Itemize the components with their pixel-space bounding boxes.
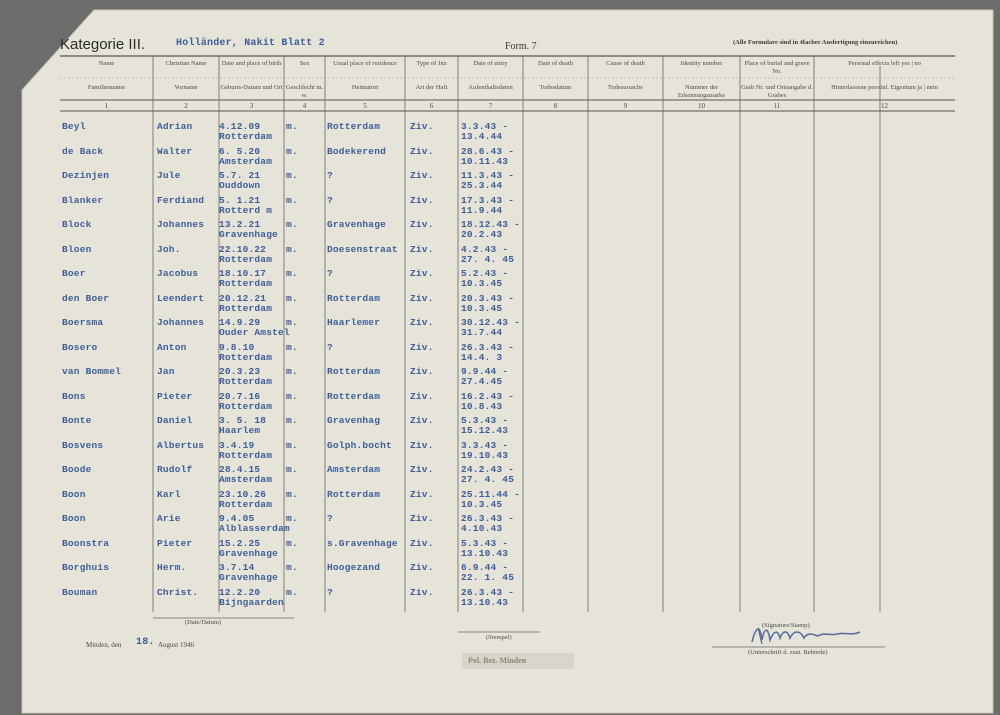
surname-cell: Bloen xyxy=(62,243,92,255)
sex-cell: m. xyxy=(286,439,298,451)
birth-place-cell: Rotterdam xyxy=(219,302,273,314)
column-number: 7 xyxy=(488,102,493,110)
residence-cell: Rotterdam xyxy=(327,488,381,500)
date-from-cell: 26.3.43 - xyxy=(461,341,515,353)
residence-cell: Rotterdam xyxy=(327,390,381,402)
date-to-cell: 13.10.43 xyxy=(461,547,509,559)
surname-cell: Blanker xyxy=(62,194,104,206)
custody-type-cell: Ziv. xyxy=(410,586,434,598)
sex-cell: m. xyxy=(286,562,298,573)
category-title: Kategorie III. xyxy=(60,36,146,53)
residence-cell: ? xyxy=(327,170,333,181)
column-number: 4 xyxy=(302,102,307,110)
custody-type-cell: Ziv. xyxy=(410,562,434,573)
date-to-cell: 27. 4. 45 xyxy=(461,474,515,485)
birth-place-cell: Bijngaarden xyxy=(219,596,284,608)
firstname-cell: Adrian xyxy=(157,121,193,132)
date-from-cell: 18.12.43 - xyxy=(461,219,521,230)
sex-cell: m. xyxy=(286,121,298,132)
custody-type-cell: Ziv. xyxy=(410,341,434,353)
column-header-en: Name xyxy=(98,60,115,67)
birth-place-cell: Rotterd m xyxy=(219,204,273,216)
birth-place-cell: Rotterdam xyxy=(219,498,273,510)
column-header-de: Vorname xyxy=(174,84,198,91)
firstname-cell: Joh. xyxy=(157,243,181,255)
sex-cell: m. xyxy=(286,586,298,598)
date-to-cell: 11.9.44 xyxy=(461,204,503,216)
date-to-cell: 10.3.45 xyxy=(461,498,503,510)
date-label: (Date/Datum) xyxy=(185,619,222,626)
firstname-cell: Herm. xyxy=(157,562,187,573)
stempel-label: (Stempel) xyxy=(486,634,512,641)
birth-date-cell: 9.4.05 xyxy=(219,513,255,524)
birth-place-cell: Gravenhage xyxy=(219,572,279,583)
surname-cell: Boer xyxy=(62,268,86,279)
column-header-de: Familienname xyxy=(87,84,126,91)
firstname-cell: Anton xyxy=(157,341,187,353)
place-date-label: Minden, den xyxy=(86,641,122,649)
sex-cell: m. xyxy=(286,292,298,304)
surname-cell: Bons xyxy=(62,390,86,402)
date-to-cell: 22. 1. 45 xyxy=(461,572,515,583)
sex-cell: m. xyxy=(286,488,298,500)
column-header-de: Todesursache xyxy=(607,84,644,91)
custody-type-cell: Ziv. xyxy=(410,292,434,304)
column-header-de: Geschlecht m. w. xyxy=(285,84,324,99)
custody-type-cell: Ziv. xyxy=(410,194,434,206)
birth-date-cell: 3. 5. 18 xyxy=(219,415,267,426)
column-header-de: Heimatort xyxy=(351,84,379,91)
column-header-en: Date of death xyxy=(537,60,573,67)
firstname-cell: Johannes xyxy=(157,317,205,328)
date-from-cell: 3.3.43 - xyxy=(461,439,509,451)
custody-type-cell: Ziv. xyxy=(410,464,434,475)
surname-cell: Bonte xyxy=(62,415,92,426)
column-number: 5 xyxy=(363,102,367,110)
date-from-cell: 24.2.43 - xyxy=(461,464,515,475)
firstname-cell: Arie xyxy=(157,513,181,524)
birth-date-cell: 23.10.26 xyxy=(219,488,267,500)
sex-cell: m. xyxy=(286,219,298,230)
surname-cell: Bouman xyxy=(62,586,98,598)
birth-date-cell: 5.7. 21 xyxy=(219,170,261,181)
sex-cell: m. xyxy=(286,366,298,377)
sex-cell: m. xyxy=(286,145,298,157)
birth-place-cell: Rotterdam xyxy=(219,253,273,265)
surname-cell: Block xyxy=(62,219,92,230)
firstname-cell: Ferdiand xyxy=(157,194,205,206)
column-header-de: Aufenthaltsdaten xyxy=(468,84,513,91)
column-number: 1 xyxy=(104,102,109,110)
date-from-cell: 17.3.43 - xyxy=(461,194,515,206)
column-header-en: Identity number xyxy=(680,60,723,67)
column-header-en: Usual place of residence xyxy=(333,60,397,67)
residence-cell: Golph.bocht xyxy=(327,439,392,451)
residence-cell: s.Gravenhage xyxy=(327,537,398,549)
custody-type-cell: Ziv. xyxy=(410,513,434,524)
date-to-cell: 13.10.43 xyxy=(461,596,509,608)
date-from-cell: 30.12.43 - xyxy=(461,317,521,328)
birth-date-cell: 28.4.15 xyxy=(219,464,261,475)
custody-type-cell: Ziv. xyxy=(410,145,434,157)
firstname-cell: Pieter xyxy=(157,537,193,549)
form-number: Form. 7 xyxy=(505,41,537,52)
typed-heading: Holländer, Nakit Blatt 2 xyxy=(176,38,325,49)
authority-signature-label: (Unterschrift d. zust. Behörde) xyxy=(748,649,828,656)
column-header-en: Type of Jnz xyxy=(416,60,447,67)
column-number: 3 xyxy=(249,102,254,110)
birth-date-cell: 12.2.20 xyxy=(219,586,261,598)
date-to-cell: 4.10.43 xyxy=(461,523,503,534)
custody-type-cell: Ziv. xyxy=(410,268,434,279)
date-from-cell: 5.3.43 - xyxy=(461,415,509,426)
surname-cell: Borghuis xyxy=(62,562,110,573)
column-header-de: Art der Haft xyxy=(415,84,448,91)
firstname-cell: Karl xyxy=(157,488,181,500)
residence-cell: Rotterdam xyxy=(327,121,381,132)
column-header-en: Christian Name xyxy=(165,60,207,67)
custody-type-cell: Ziv. xyxy=(410,219,434,230)
faint-stamp: Pol. Bez. Minden xyxy=(468,656,527,665)
birth-place-cell: Rotterdam xyxy=(219,351,273,363)
form-note: (Alle Formulare sind in 4facher Ausfertigung einzureichen) xyxy=(733,39,898,46)
surname-cell: Bosero xyxy=(62,341,98,353)
custody-type-cell: Ziv. xyxy=(410,390,434,402)
custody-type-cell: Ziv. xyxy=(410,415,434,426)
date-from-cell: 16.2.43 - xyxy=(461,390,515,402)
surname-cell: den Boer xyxy=(62,292,110,304)
firstname-cell: Pieter xyxy=(157,390,193,402)
residence-cell: ? xyxy=(327,341,333,353)
surname-cell: Dezinjen xyxy=(62,170,110,181)
birth-place-cell: Haarlem xyxy=(219,425,261,436)
date-from-cell: 5.2.43 - xyxy=(461,268,509,279)
birth-place-cell: Ouder Amstel xyxy=(219,327,290,338)
column-header-de: Geburts-Datum und Ort xyxy=(220,84,283,91)
surname-cell: Boonstra xyxy=(62,537,110,549)
surname-cell: Boersma xyxy=(62,317,104,328)
firstname-cell: Walter xyxy=(157,145,193,157)
sex-cell: m. xyxy=(286,537,298,549)
birth-place-cell: Rotterdam xyxy=(219,131,273,142)
firstname-cell: Rudolf xyxy=(157,464,193,475)
birth-date-cell: 9.8.10 xyxy=(219,341,255,353)
surname-cell: Bosvens xyxy=(62,439,104,451)
date-from-cell: 4.2.43 - xyxy=(461,243,509,255)
column-header-de: Nummer der Erkennungsmarke xyxy=(677,84,726,99)
firstname-cell: Jacobus xyxy=(157,268,199,279)
residence-cell: Doesenstraat xyxy=(327,243,398,255)
date-to-cell: 25.3.44 xyxy=(461,180,503,191)
date-to-cell: 15.12.43 xyxy=(461,425,509,436)
firstname-cell: Daniel xyxy=(157,415,193,426)
birth-date-cell: 22.10.22 xyxy=(219,243,267,255)
surname-cell: Boode xyxy=(62,464,92,475)
sex-cell: m. xyxy=(286,194,298,206)
column-number: 6 xyxy=(429,102,434,110)
birth-date-cell: 15.2.25 xyxy=(219,537,261,549)
sex-cell: m. xyxy=(286,268,298,279)
date-to-cell: 10.11.43 xyxy=(461,155,509,167)
birth-date-cell: 20.7.16 xyxy=(219,390,261,402)
firstname-cell: Johannes xyxy=(157,219,205,230)
column-number: 10 xyxy=(698,102,705,110)
birth-date-cell: 20.12.21 xyxy=(219,292,267,304)
column-header-de: Grab Nr. und Ortsangabe d. Grabes xyxy=(741,84,813,99)
date-to-cell: 31.7.44 xyxy=(461,327,503,338)
column-header-en: Place of burial and grave No. xyxy=(744,60,810,75)
column-header-de: Todesdatum xyxy=(539,84,572,91)
birth-date-cell: 18.10.17 xyxy=(219,268,267,279)
date-from-cell: 5.3.43 - xyxy=(461,537,509,549)
column-header-en: Date of entry xyxy=(473,60,508,67)
birth-date-cell: 3.7.14 xyxy=(219,562,255,573)
surname-cell: Boon xyxy=(62,513,86,524)
column-number: 9 xyxy=(623,102,628,110)
date-to-cell: 10.3.45 xyxy=(461,278,503,289)
birth-place-cell: Amsterdam xyxy=(219,155,273,167)
column-header-en: Personal effects left yes | no xyxy=(848,60,921,67)
sex-cell: m. xyxy=(286,513,298,524)
date-to-cell: 13.4.44 xyxy=(461,131,503,142)
signature-label: (Signature/Stamp) xyxy=(762,622,810,629)
residence-cell: Gravenhage xyxy=(327,219,387,230)
date-from-cell: 28.6.43 - xyxy=(461,145,515,157)
firstname-cell: Albertus xyxy=(157,439,205,451)
month-year: August 1946 xyxy=(158,641,194,649)
surname-cell: van Bommel xyxy=(62,366,122,377)
sex-cell: m. xyxy=(286,415,298,426)
birth-date-cell: 5. 1.21 xyxy=(219,194,261,206)
column-number: 11 xyxy=(773,102,781,110)
birth-date-cell: 14.9.29 xyxy=(219,317,261,328)
date-from-cell: 11.3.43 - xyxy=(461,170,515,181)
birth-place-cell: Gravenhage xyxy=(219,547,279,559)
residence-cell: ? xyxy=(327,194,333,206)
firstname-cell: Jan xyxy=(157,366,175,377)
residence-cell: ? xyxy=(327,268,333,279)
custody-type-cell: Ziv. xyxy=(410,488,434,500)
date-from-cell: 6.9.44 - xyxy=(461,562,509,573)
birth-date-cell: 13.2.21 xyxy=(219,219,261,230)
typed-day: 18. xyxy=(136,637,155,648)
sex-cell: m. xyxy=(286,464,298,475)
sex-cell: m. xyxy=(286,243,298,255)
date-from-cell: 25.11.44 - xyxy=(461,488,521,500)
residence-cell: Haarlemer xyxy=(327,317,381,328)
custody-type-cell: Ziv. xyxy=(410,366,434,377)
custody-type-cell: Ziv. xyxy=(410,317,434,328)
firstname-cell: Christ. xyxy=(157,586,199,598)
birth-place-cell: Rotterdam xyxy=(219,449,273,461)
birth-date-cell: 3.4.19 xyxy=(219,439,255,451)
surname-cell: Beyl xyxy=(62,121,86,132)
date-to-cell: 27. 4. 45 xyxy=(461,253,515,265)
column-header-en: Cause of death xyxy=(606,60,645,67)
residence-cell: Bodekerend xyxy=(327,145,387,157)
residence-cell: Amsterdam xyxy=(327,464,381,475)
custody-type-cell: Ziv. xyxy=(410,439,434,451)
sex-cell: m. xyxy=(286,317,298,328)
signature-scribble xyxy=(748,620,868,648)
firstname-cell: Leendert xyxy=(157,292,205,304)
date-to-cell: 10.3.45 xyxy=(461,302,503,314)
date-to-cell: 20.2.43 xyxy=(461,229,503,240)
birth-place-cell: Gravenhage xyxy=(219,229,279,240)
sex-cell: m. xyxy=(286,390,298,402)
sex-cell: m. xyxy=(286,341,298,353)
custody-type-cell: Ziv. xyxy=(410,243,434,255)
surname-cell: Boon xyxy=(62,488,86,500)
column-header-en: Sex xyxy=(299,60,310,67)
custody-type-cell: Ziv. xyxy=(410,537,434,549)
birth-place-cell: Amsterdam xyxy=(219,474,273,485)
date-from-cell: 9.9.44 - xyxy=(461,366,509,377)
residence-cell: Hoogezand xyxy=(327,562,381,573)
date-to-cell: 14.4. 3 xyxy=(461,351,503,363)
birth-date-cell: 6. 5.20 xyxy=(219,145,261,157)
date-from-cell: 26.3.43 - xyxy=(461,513,515,524)
birth-date-cell: 20.3.23 xyxy=(219,366,261,377)
birth-place-cell: Alblasserdam xyxy=(219,523,290,534)
date-from-cell: 3.3.43 - xyxy=(461,121,509,132)
column-header-de: Hinterlassene persönl. Eigentum ja | nein xyxy=(831,84,938,91)
residence-cell: Gravenhag xyxy=(327,415,381,426)
column-number: 12 xyxy=(881,102,888,110)
date-from-cell: 20.3.43 - xyxy=(461,292,515,304)
date-from-cell: 26.3.43 - xyxy=(461,586,515,598)
date-to-cell: 19.10.43 xyxy=(461,449,509,461)
custody-type-cell: Ziv. xyxy=(410,170,434,181)
birth-place-cell: Ouddown xyxy=(219,180,261,191)
custody-type-cell: Ziv. xyxy=(410,121,434,132)
surname-cell: de Back xyxy=(62,145,104,157)
column-number: 2 xyxy=(184,102,188,110)
residence-cell: ? xyxy=(327,586,333,598)
firstname-cell: Jule xyxy=(157,170,181,181)
residence-cell: Rotterdam xyxy=(327,292,381,304)
residence-cell: Rotterdam xyxy=(327,366,381,377)
birth-place-cell: Rotterdam xyxy=(219,278,273,289)
column-number: 8 xyxy=(553,102,558,110)
column-header-en: Date and place of birth xyxy=(221,60,282,67)
birth-date-cell: 4.12.09 xyxy=(219,121,261,132)
birth-place-cell: Rotterdam xyxy=(219,376,273,387)
date-to-cell: 27.4.45 xyxy=(461,376,503,387)
date-to-cell: 10.8.43 xyxy=(461,400,503,412)
birth-place-cell: Rotterdam xyxy=(219,400,273,412)
sex-cell: m. xyxy=(286,170,298,181)
residence-cell: ? xyxy=(327,513,333,524)
